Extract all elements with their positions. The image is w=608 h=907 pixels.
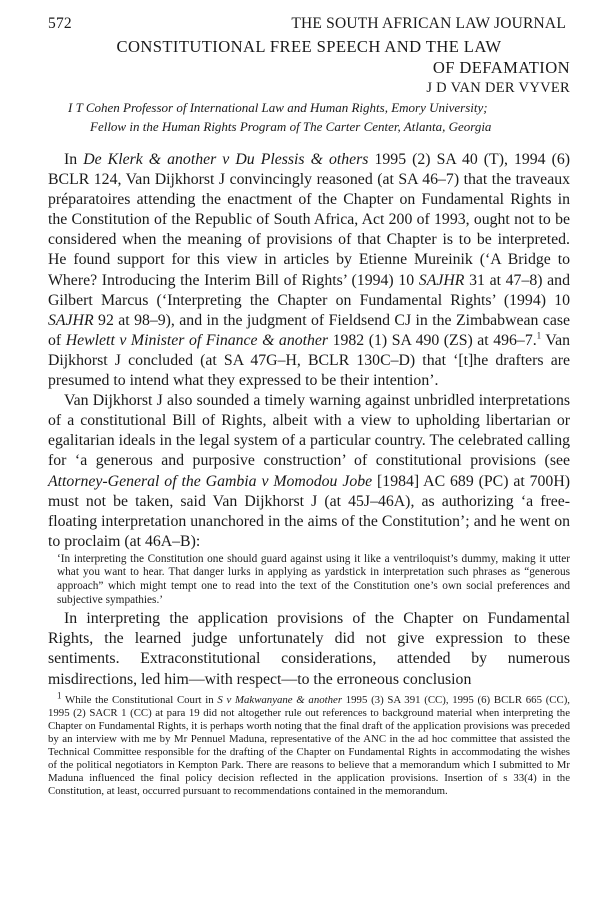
- text-run: 31 at 47–8) and Gilbert Marcus (‘Interpreting the Chapter on Fundamental Rights’ (1994) 10: [48, 271, 570, 309]
- journal-abbrev: SAJHR: [418, 271, 465, 289]
- document-page: [48, 14, 570, 798]
- article-title-line1: CONSTITUTIONAL FREE SPEECH AND THE LAW: [116, 37, 502, 56]
- text-run: While the Constitutional Court in: [61, 693, 218, 706]
- author-affiliation-line1: I T Cohen Professor of International Law and Human Rights, Emory University;: [68, 100, 488, 115]
- journal-abbrev: SAJHR: [48, 311, 94, 329]
- case-name: De Klerk & another v Du Plessis & others: [83, 151, 369, 168]
- author-affiliation-line2: Fellow in the Human Rights Program of The Carter Center, Atlanta, Georgia: [90, 119, 492, 134]
- footnote-1: [48, 690, 570, 799]
- author-name: J D VAN DER VYVER: [426, 80, 570, 96]
- footnote-marker: 1: [57, 690, 62, 701]
- paragraph-3: In interpreting the application provisions of the Chapter on Fundamental Rights, the learned judge unfortunately did not give expression to these sentiments. Extraconstitutional considerations, attended by numerous misdirections, led him—with respect—to the erroneous conclusion: [48, 610, 570, 688]
- paragraph-2: [48, 391, 570, 552]
- text-run: Van Dijkhorst J also sounded a timely warning against unbridled interpretations of a constitutional Bill of Rights, albeit with a view to upholding libertarian or egalitarian ideals in the legal system of a particular country. The celebrated calling for ‘a generous and purposive construction’ of constitutional provisions (see: [48, 392, 570, 470]
- case-name: S v Makwanyane & another: [217, 693, 343, 706]
- running-head: [48, 14, 570, 34]
- text-run: Van Dijkhorst J concluded (at SA 47G–H, BCLR 130C–D) that ‘[t]he drafters are presumed to intend what they expressed to be their intention’.: [48, 331, 570, 390]
- text-run: 1982 (1) SA 490 (ZS) at 496–7.: [328, 331, 537, 349]
- text-run: 1995 (2) SA 40 (T), 1994 (6) BCLR 124, Van Dijkhorst J convincingly reasoned (at SA 46–7) that the traveaux préparatoires attending the enactment of the Chapter on Fundamental Rights in the Constitution of the Republic of South Africa, Act 200 of 1993, ought not to be considered when the meaning of provisions of that Chapter is to be interpreted. He found support for this view in articles by Etienne Mureinik (‘A Bridge to Where? Introducing the Interim Bill of Rights’ (1994) 10: [48, 151, 570, 289]
- text-run: [1984] AC 689 (PC) at 700H) must not be taken, said Van Dijkhorst J (at 45J–46A), as authorizing ‘a free-floating interpretation unanchored in the aims of the Constitution’; and he went on to proclaim (at 46A–B):: [48, 472, 570, 550]
- text-run: In: [64, 151, 84, 168]
- case-name: Attorney-General of the Gambia v Momodou Jobe: [48, 472, 373, 490]
- paragraph-1: [48, 150, 570, 391]
- footnote-reference[interactable]: 1: [536, 330, 542, 341]
- article-title-line2: OF DEFAMATION: [432, 58, 570, 77]
- case-name: Hewlett v Minister of Finance & another: [65, 331, 329, 349]
- article-body: [48, 150, 570, 690]
- text-run: 1995 (3) SA 391 (CC), 1995 (6) BCLR 665 (CC), 1995 (2) SACR 1 (CC) at para 19 did not altogether rule out references to background material when interpreting the Chapter on Fundamental Rights, it is perhaps worth noting that the final draft of the application provisions was preceded by an interview with me by Mr Pennuel Maduna, representative of the ANC in the ad hoc committee that assisted the Technical Committee responsible for the drafting of the Chapter on Fundamental Rights in accommodating the wishes of the political negotiators in Kempton Park. There are reasons to believe that a memorandum which I submitted to Mr Maduna influenced the final policy decision reflected in the application provisions. Insertion of s 33(4) in the Constitution, at least, occurred pursuant to recommendations contained in the memorandum.: [48, 693, 570, 798]
- block-quote: ‘In interpreting the Constitution one should guard against using it like a ventriloquist’s dummy, making it utter what you want to hear. That danger lurks in applying as yardstick in interpretation such phrases as “generous approach” which might tempt one to read into the text of the Constitution one’s own social preferences and subjective sympathies.’: [57, 552, 570, 606]
- journal-title: THE SOUTH AFRICAN LAW JOURNAL: [291, 15, 566, 32]
- text-run: 92 at 98–9), and in the judgment of Fieldsend CJ in the Zimbabwean case of: [48, 311, 570, 349]
- page-number: 572: [48, 15, 72, 32]
